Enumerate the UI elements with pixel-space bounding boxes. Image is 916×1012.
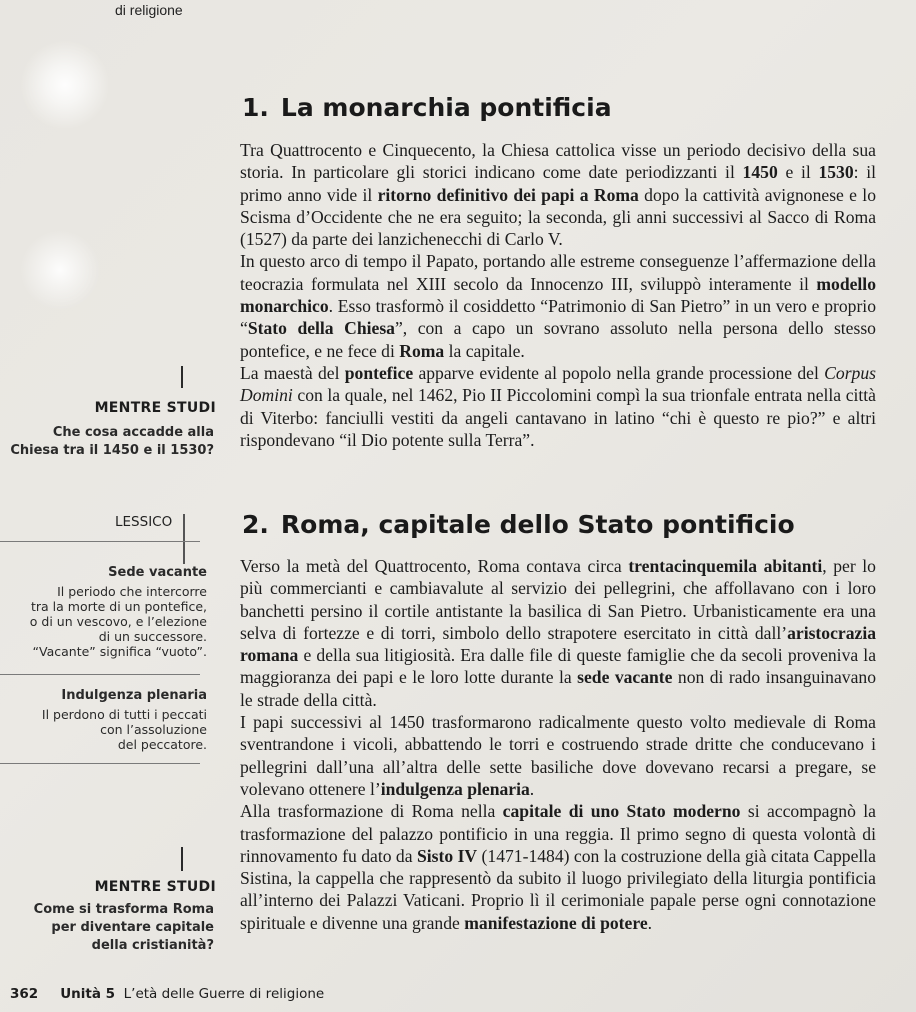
text-run: I papi successivi al 1450 trasformarono radicalmente questo volto medievale di Roma sventrandone i vicoli, abbattendo le torri e costruendo strade dritte che conducevano i pellegrini dall’una all’altra delle sette basiliche dove dovevano recarsi a pregare, se volevano ottenere l’ xyxy=(240,712,876,799)
section-number: 1. xyxy=(242,93,269,122)
bold-text: Roma xyxy=(399,340,445,361)
bold-text: capitale di uno Stato moderno xyxy=(502,801,741,822)
paragraph xyxy=(240,139,876,250)
text-run: non di rado insanguinavano le strade della città. xyxy=(240,667,876,710)
study-question-line: Come si trasforma Roma xyxy=(33,902,214,917)
section-number: 2. xyxy=(242,510,269,539)
divider xyxy=(0,763,200,764)
paragraph xyxy=(240,711,876,800)
section-2-body xyxy=(240,555,876,934)
text-run: : il primo anno vide il xyxy=(240,162,876,205)
bold-text: ritorno definitivo dei papi a Roma xyxy=(377,184,639,205)
mentre-studi-box-2 xyxy=(0,879,216,955)
divider xyxy=(0,541,200,542)
text-run: (1471-1484) con la costruzione della già citata Cappella Sistina, la cappella che rappresentò da subito il luogo privilegiato della liturgia pontificia all’interno dei Palazzi Vaticani. Proprio lì il cerimoniale papale perse ogni connotazione spirituale e divenne una grande xyxy=(240,845,876,933)
bold-text: indulgenza plenaria xyxy=(380,778,530,799)
bold-text: manifestazione di potere xyxy=(464,912,648,933)
text-run: Alla trasformazione di Roma nella xyxy=(240,801,503,822)
section-title-text: Roma, capitale dello Stato pontificio xyxy=(280,510,795,539)
text-run: Tra Quattrocento e Cinquecento, la Chiesa cattolica visse un periodo decisivo della sua storia. In particolare gli storici indicano come date periodizzanti il xyxy=(240,140,876,183)
bold-text: Sisto IV xyxy=(416,845,478,866)
study-question-line: Chiesa tra il 1450 e il 1530? xyxy=(10,443,214,458)
definition-line: o di un vescovo, e l’elezione xyxy=(29,614,207,629)
bold-text: trentacinquemila abitanti xyxy=(628,556,823,576)
lessico-rule xyxy=(183,514,185,564)
mentre-studi-label: MENTRE STUDI xyxy=(94,400,216,416)
light-glare xyxy=(20,40,110,130)
italic-text: Corpus Domini xyxy=(240,362,876,406)
section-2-title xyxy=(242,510,795,539)
bold-text: modello monarchico xyxy=(240,273,876,317)
definition-line: di un successore. xyxy=(98,629,207,644)
text-run: La maestà del xyxy=(240,362,345,383)
definition-line: Il periodo che intercorre xyxy=(57,584,207,599)
definition-line: Il perdono di tutti i peccati xyxy=(41,707,207,722)
section-title-text: La monarchia pontificia xyxy=(280,93,612,122)
definition-line: con l’assoluzione xyxy=(100,722,207,737)
study-question xyxy=(0,901,214,955)
study-question-line: della cristianità? xyxy=(91,938,214,953)
glossary-definition xyxy=(0,584,207,659)
text-run: la capitale. xyxy=(444,340,525,361)
bold-text: 1450 xyxy=(742,162,778,183)
text-run: Verso la metà del Quattrocento, Roma contava circa xyxy=(240,556,629,576)
sidebar-rule xyxy=(181,847,183,871)
paragraph xyxy=(240,800,876,934)
page-number: 362 xyxy=(10,986,39,1002)
mentre-studi-label: MENTRE STUDI xyxy=(94,879,216,895)
bold-text: 1530 xyxy=(818,162,854,183)
glossary-entry xyxy=(0,688,207,752)
study-question xyxy=(0,424,214,460)
running-header: di religione xyxy=(115,2,183,18)
section-1-body xyxy=(240,139,876,451)
text-run: si accompagnò la trasformazione del palazzo pontificio in una reggia. Il primo segno di questa volontà di rinnovamento fu dato da xyxy=(240,801,876,866)
mentre-studi-box-1 xyxy=(0,400,216,460)
page-footer xyxy=(10,986,324,1002)
definition-line: tra la morte di un pontefice, xyxy=(30,599,207,614)
paragraph xyxy=(240,362,876,451)
bold-text: sede vacante xyxy=(577,667,673,688)
section-1-title xyxy=(242,93,612,122)
bold-text: pontefice xyxy=(344,362,414,383)
glossary-entry xyxy=(0,565,207,659)
unit-title: L’età delle Guerre di religione xyxy=(123,986,325,1002)
text-run: ”, con a capo un sovrano assoluto nella persona dello stesso pontefice, e ne fece di xyxy=(240,318,876,361)
text-run: e della sua litigiosità. Era dalle file di queste famiglie che da secoli proveniva la maggioranza dei papi e le loro lotte durante la xyxy=(240,645,876,688)
study-question-line: Che cosa accadde alla xyxy=(52,425,214,440)
text-run: . xyxy=(529,778,535,799)
paragraph xyxy=(240,555,876,711)
glossary-definition xyxy=(0,707,207,752)
text-run: dopo la cattività avignonese e lo Scisma d’Occidente che ne era seguito; la seconda, gli anni successivi al Sacco di Roma (1527) da parte dei lanzichenecchi di Carlo V. xyxy=(240,184,876,250)
text-run: e il xyxy=(777,162,819,183)
divider xyxy=(0,674,200,675)
unit-label: Unità 5 xyxy=(60,986,116,1002)
study-question-line: per diventare capitale xyxy=(51,920,214,935)
glossary-term: Sede vacante xyxy=(108,565,207,580)
text-run: . Esso trasformò il cosiddetto “Patrimonio di San Pietro” in un vero e proprio “ xyxy=(240,296,876,339)
text-run: In questo arco di tempo il Papato, portando alle estreme conseguenze l’affermazione della teocrazia formulata nel XIII secolo da Innocenzo III, sviluppò interamente il xyxy=(240,251,876,294)
text-run: apparve evidente al popolo nella grande processione del xyxy=(413,362,825,383)
definition-line: “Vacante” significa “vuoto”. xyxy=(32,644,207,659)
text-run: , per lo più commercianti e cambiavalute al servizio dei pellegrini, che affollavano con i loro banchetti persino il cortile antistante la basilica di San Pietro. Urbanisticamente era una selva di fortezze e di torri, simbolo dello strapotere esercitato in città dall’ xyxy=(240,556,876,643)
paragraph xyxy=(240,250,876,361)
text-run: . xyxy=(647,912,653,933)
glossary-term: Indulgenza plenaria xyxy=(61,688,207,703)
sidebar-rule xyxy=(181,366,183,388)
text-run: con la quale, nel 1462, Pio II Piccolomini compì la sua trionfale entrata nella città di Viterbo: fanciulli vestiti da angeli cantavano in latino “chi è questo re pio?” e altri rispondevano “il Dio potente sulla Terra”. xyxy=(240,385,876,450)
light-glare xyxy=(20,230,100,310)
bold-text: Stato della Chiesa xyxy=(247,318,395,339)
lessico-label: LESSICO xyxy=(115,514,173,530)
definition-line: del peccatore. xyxy=(117,737,207,752)
bold-text: aristocrazia romana xyxy=(240,622,876,666)
